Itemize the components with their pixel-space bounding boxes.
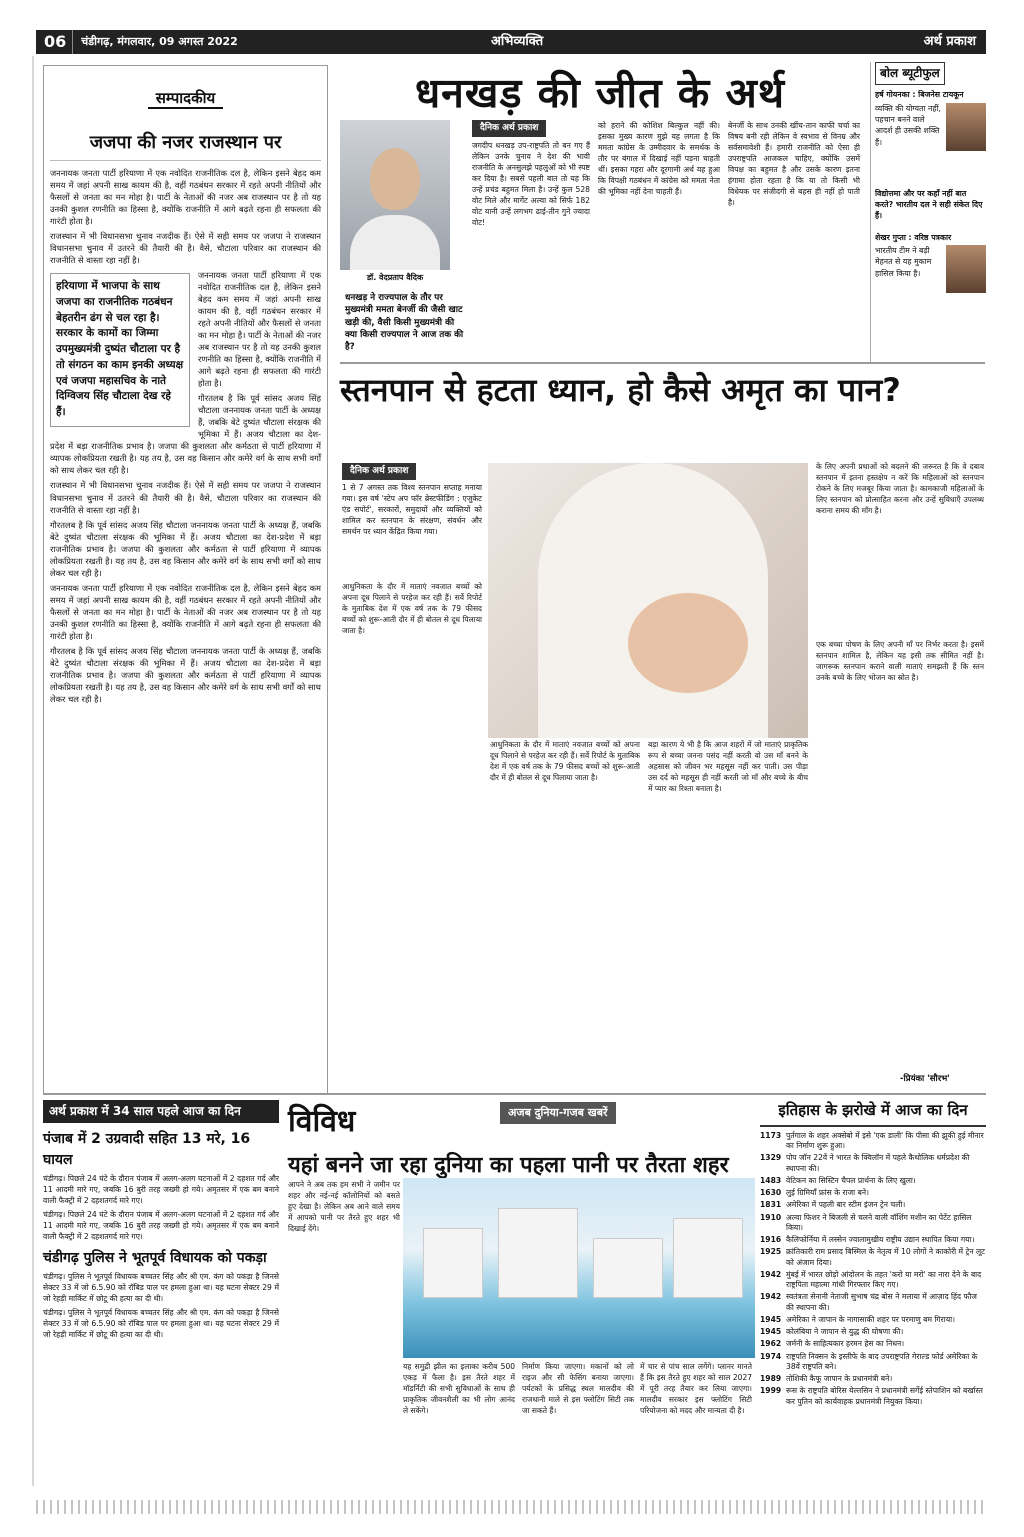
event-text: कैलिफोर्निया में लस्सेन ज्वालामुखीय राष्ट्रीय उद्यान स्थापित किया गया। xyxy=(786,1235,975,1244)
event-year: 1942 xyxy=(760,1269,782,1279)
misc-lead: आपने ने अब तक हम सभी ने जमीन पर शहर और नई-नई कॉलोनियों को बसते हुए देखा है। लेकिन अब आने वाले समय में आपको पानी पर तैरते हुए शहर भी दिखाई देंगे। xyxy=(288,1180,400,1233)
margin-rule xyxy=(32,56,34,1486)
page-header xyxy=(36,30,986,54)
history-event xyxy=(760,1200,986,1210)
history-event xyxy=(760,1327,986,1337)
article-column: आधुनिकता के दौर में माताएं नवजात बच्चों को अपना दूध पिलाने से परहेज कर रही हैं। सर्वे रिपोर्ट के मुताबिक देश में एक वर्ष तक के 79 फीसद बच्चों को शुरू-आती दौर में ही बोतल से दूध पिलाया जाता है। xyxy=(490,740,640,782)
history-event xyxy=(760,1235,986,1245)
history-event xyxy=(760,1153,986,1174)
event-year: 1831 xyxy=(760,1200,782,1210)
article-column: एक बच्चा पोषण के लिए अपनी माँ पर निर्भर करता है। इसमें स्तनपान शामिल है, लेकिन यह इसी तक सीमित नहीं है। जागरूक स्तनपान कराने वाली माताएं समझती हैं कि स्तन उनके बच्चे के लिए भोजन का स्रोत है। xyxy=(816,640,984,682)
article-column: बेनर्जी के साथ उनकी खींच-तान काफी चर्चा का विषय बनी रही लेकिन वे स्वभाव से विनम्र और सर्वसमावेशी हैं। हमारी राजनीति को ऐसा ही उपराष्ट्रपति आजकल चाहिए, क्योंकि उसमें विपक्ष का बहुमत है और उसके कारण इतना हंगामा होता रहता है कि या तो किसी भी विधेयक पर संजीदगी से बहस ही नहीं हो पाती है। xyxy=(728,121,860,207)
event-text: रूस के राष्ट्रपति बोरिस येल्तसिन ने प्रधानमंत्री सर्गेई स्तेपाशिन को बर्खास्त कर पुतिन को कार्यवाहक प्रधानमंत्री नियुक्त किया। xyxy=(786,1386,983,1406)
event-text: वेटिकन का सिस्टिन चैपल प्रार्थना के लिए खुला। xyxy=(786,1175,916,1185)
mother-baby-photo xyxy=(488,463,808,738)
event-year: 1945 xyxy=(760,1314,782,1324)
byline: -प्रियंका 'सौरभ' xyxy=(900,1074,950,1084)
editorial-para: गौरतलब है कि पूर्व सांसद अजय सिंह चौटाला जननायक जनता पार्टी के अध्यक्ष हैं, जबकि बेटे दुष्यंत चौटाला संरक्षक की भूमिका में हैं। अजय चौटाला का देश-प्रदेश में बड़ा राजनीतिक प्रभाव है। जजपा की कुशलता और कर्मठता से पार्टी हरियाणा में व्यापक लोकप्रियता रखती है। यह तय है, उस वह किसान और कमेरे वर्ग के साथ सभी वर्गों को साथ लेकर चल रही है। xyxy=(50,645,321,704)
quotes-box xyxy=(870,62,986,362)
editorial-para: राजस्थान में भी विधानसभा चुनाव नजदीक हैं। ऐसे में सही समय पर जजपा ने राजस्थान विधानसभा चुनाव में उतरने की तैयारी की है। वैसे, चौटाला परिवार का राजस्थान की राजनीति से वास्ता रहा नहीं है। xyxy=(50,480,321,515)
quote-speaker: हर्ष गोयनका : बिजनेस टायकून xyxy=(875,90,964,100)
main-headline: धनखड़ की जीत के अर्थ xyxy=(414,69,786,117)
event-text: पोप जॉन 22वें ने भारत के क्विलॉन में पहले कैथोलिक धर्मप्रदेश की स्थापना की। xyxy=(786,1153,970,1173)
event-year: 1329 xyxy=(760,1153,782,1163)
editorial-para: जननायक जनता पार्टी हरियाणा में एक नवोदित राजनीतिक दल है, लेकिन इसने बेहद कम समय में जहां अपनी साख कायम की है, वहीं गठबंधन सरकार में रहते अपनी नीतियों और फैसलों से जनता का मन मोहा है। पार्टी के नेताओं की नजर अब राजस्थान पर है तो यह उनकी कुशल रणनीति का हिस्सा है, क्योंकि राजनीति में आगे बढ़ते रहना ही सफलता की गारंटी होता है। xyxy=(50,582,321,641)
author-photo xyxy=(340,120,450,270)
editorial-para: जननायक जनता पार्टी हरियाणा में एक नवोदित राजनीतिक दल है, लेकिन इसने बेहद कम समय में जहां अपनी साख कायम की है, वहीं गठबंधन सरकार में रहते अपनी नीतियों और फैसलों से जनता का मन मोहा है। पार्टी के नेताओं की नजर अब राजस्थान पर है तो यह उनकी कुशल रणनीति का हिस्सा है, क्योंकि राजनीति में आगे बढ़ते रहना ही सफलता की गारंटी होता है। xyxy=(50,168,321,227)
article-column: को हराने की कोशिश बिल्कुल नहीं की। इसका मुख्य कारण मुझे यह लगता है कि ममता कांग्रेस के उम्मीदवार के समर्थक के तौर पर बंगाल में दिखाई नहीं पड़ना चाहती थीं। इसका गहरा और दूरगामी अर्थ यह हुआ कि विपक्षी गठबंधन में कांग्रेस को ममता नेता की भूमिका नहीं देना चाहती हैं। xyxy=(598,121,720,196)
author-caption: डॉ. वेदप्रताप वैदिक xyxy=(366,273,424,282)
archive-box xyxy=(43,1100,279,1343)
feed-headline: स्तनपान से हटता ध्यान, हो कैसे अमृत का पान? xyxy=(340,371,901,409)
editorial-pullquote: हरियाणा में भाजपा के साथ जजपा का राजनीतिक गठबंधन बेहतरीन ढंग से चल रहा है। सरकार के कामों का जिम्मा उपमुख्यमंत्री दुष्यंत चौटाला पर है तो संगठन का काम इनकी अध्यक्ष एवं जजपा महासचिव के नाते दिग्विजय सिंह चौटाला देख रहे हैं। xyxy=(50,273,190,427)
quote-text: विद्योत्तमा और पर कहाँ नहीं बात करते? भारतीय दल ने सही संकेत दिए हैं। xyxy=(875,188,983,221)
brand-name: अर्थ प्रकाश xyxy=(923,33,976,49)
event-text: क्रांतिकारी राम प्रसाद बिस्मिल के नेतृत्व में 10 लोगों ने काकोरी में ट्रेन लूट को अंजाम दिया। xyxy=(786,1247,985,1267)
editorial-title: जजपा की नजर राजस्थान पर xyxy=(50,130,321,161)
article-column xyxy=(472,120,590,228)
history-event xyxy=(760,1131,986,1152)
history-event xyxy=(760,1315,986,1325)
archive-text: चंडीगढ़। पुलिस ने भूतपूर्व विधायक बच्चतर सिंह और श्री एम. कंग को पकड़ा है जिनसे सेक्टर 33 में जो 6.5.90 को रॉबिड पाल पर हमला हुआ था। यह घटना सेक्टर 29 में जो रेहड़ी मार्किट में छोटू की हत्या का दी थी। xyxy=(43,1272,279,1304)
history-event xyxy=(760,1339,986,1349)
archive-text: चंडीगढ़। पिछले 24 घंटे के दौरान पंजाब में अलग-अलग घटनाओं में 2 दहशत गर्द और 11 आदमी मारे गए, जबकि 16 बुरी तरह जख्मी हो गये। अमृतसर में एक बम बनाने वाली फैक्ट्री में 2 दहशतगर्द मारे गए। xyxy=(43,1173,279,1205)
event-text: मुंबई में भारत छोड़ो आंदोलन के तहत 'करो या मरो' का नारा देने के बाद राष्ट्रपिता महात्मा गांधी गिरफ्तार किए गए। xyxy=(786,1269,982,1289)
article-column: में चार से पांच साल लगेंगे। प्लानर मानते हैं कि इस तैरते हुए शहर को साल 2027 में पूरी तरह तैयार कर लिया जाएगा। मालदीव सरकार इस फ्लोटिंग सिटी परियोजना को मदद और मान्यता दी है। xyxy=(640,1362,752,1415)
article-text: जगदीप धनखड़ उप-राष्ट्रपति तो बन गए हैं लेकिन उनके चुनाव ने देश की भावी राजनीति के अनसुलझे पहलुओं को भी स्पष्ट कर दिया है। सबसे पहली बात तो यह कि उन्हें प्रचंड बहुमत मिला है। उन्हें कुल 528 वोट मिले और मार्गेट अल्वा को सिर्फ 182 वोट यानी उन्हें लगभग ढाई-तीन गुने ज्यादा वोट! xyxy=(472,141,590,228)
event-text: कोलंबिया ने जापान से युद्ध की घोषणा की। xyxy=(786,1327,904,1336)
history-box xyxy=(760,1100,986,1409)
history-event xyxy=(760,1188,986,1198)
speaker-photo xyxy=(946,103,986,151)
article-column: बड़ा कारण ये भी है कि आज शहरों में जो माताएं प्राकृतिक रूप से बच्चा जनना पसंद नहीं करती वो उस माँ बनने के अहसास को जीवन भर महसूस नहीं कर पाती। उस पीड़ा उस दर्द को महसूस ही नहीं करती जो माँ और बच्चे के बीच में प्यार का रिश्ता बनाता है। xyxy=(648,740,808,793)
event-text: अल्वा फिशर ने बिजली से चलने वाली वॉशिंग मशीन का पेटेंट हासिल किया। xyxy=(786,1212,972,1232)
history-event xyxy=(760,1247,986,1268)
editorial-para: गौरतलब है कि पूर्व सांसद अजय सिंह चौटाला जननायक जनता पार्टी के अध्यक्ष हैं, जबकि बेटे दुष्यंत चौटाला संरक्षक की भूमिका में हैं। अजय चौटाला का देश-प्रदेश में बड़ा राजनीतिक प्रभाव है। जजपा की कुशलता और कर्मठता से पार्टी हरियाणा में व्यापक लोकप्रियता रखती है। यह तय है, उस वह किसान और कमेरे वर्ग के साथ सभी वर्गों को साथ लेकर चल रही है। xyxy=(50,519,321,578)
event-text: राष्ट्रपति निक्सन के इस्तीफे के बाद उपराष्ट्रपति गेराल्ड फोर्ड अमेरिका के 38वें राष्ट्रपति बने। xyxy=(786,1351,978,1371)
main-article xyxy=(340,120,860,360)
quotes-logo: बोल ब्यूटीफुल xyxy=(875,62,945,85)
history-event xyxy=(760,1374,986,1384)
section-name: अभिव्यक्ति xyxy=(491,33,544,49)
feed-right-column: के लिए अपनी प्रथाओं को बदलने की जरूरत है कि वे दबाव स्तनपान में इतना हस्तक्षेप न करें कि महिलाओं को स्तनपान रोकने के लिए मजबूर किया जाता है। कामकाजी महिलाओं के लिए स्तनपान को प्रोत्साहित करना और उन्हें सुविधाएँ उपलब्ध कराना समय की माँग है। xyxy=(816,462,984,515)
history-list xyxy=(760,1131,986,1407)
history-event xyxy=(760,1352,986,1373)
misc-tag: अजब दुनिया-गजब खबरें xyxy=(500,1102,616,1124)
event-year: 1989 xyxy=(760,1374,782,1383)
editorial-para: गौरतलब है कि पूर्व सांसद अजय सिंह चौटाला जननायक जनता पार्टी के अध्यक्ष हैं, जबकि बेटे दुष्यंत चौटाला संरक्षक की भूमिका में हैं। अजय चौटाला का देश-प्रदेश में बड़ा राजनीतिक प्रभाव है। जजपा की कुशलता और कर्मठता से पार्टी हरियाणा में व्यापक लोकप्रियता रखती है। यह तय है, उस वह किसान और कमेरे वर्ग के साथ सभी वर्गों को साथ लेकर चल रही है। xyxy=(50,393,321,476)
event-year: 1999 xyxy=(760,1386,782,1396)
article-column: आधुनिकता के दौर में माताएं नवजात बच्चों को अपना दूध पिलाने से परहेज कर रही हैं। सर्वे रिपोर्ट के मुताबिक देश में एक वर्ष तक के 79 फीसद बच्चों को शुरू-आती दौर में ही बोतल से दूध पिलाया जाता है। xyxy=(342,582,482,635)
event-year: 1916 xyxy=(760,1235,782,1244)
quote-text: भारतीय टीम ने बड़ी मेहनत से यह मुकाम हासिल किया है। xyxy=(875,246,932,278)
footer-strip xyxy=(36,1500,986,1514)
article-column: निर्माण किया जाएगा। मकानों को लो राइज और सी फेसिंग बनाया जाएगा। पर्यटकों के प्रसिद्ध स्थल मालदीव की राजधानी माले से इस फ्लोटिंग सिटी तक जा सकते हैं। xyxy=(522,1362,634,1415)
event-year: 1925 xyxy=(760,1247,782,1257)
article-sidequote: धनखड़ ने राज्यपाल के तौर पर मुख्यमंत्री ममता बेनर्जी की जैसी खाट खड़ी की, वैसी किसी मुख्यमंत्री की क्या किसी राज्यपाल ने आज तक की है? xyxy=(345,293,464,353)
event-year: 1945 xyxy=(760,1327,782,1336)
history-event xyxy=(760,1213,986,1234)
source-tag: दैनिक अर्थ प्रकाश xyxy=(472,120,546,137)
divider xyxy=(340,362,985,364)
source-tag: दैनिक अर्थ प्रकाश xyxy=(342,463,416,480)
archive-text: चंडीगढ़। पुलिस ने भूतपूर्व विधायक बच्चतर सिंह और श्री एम. कंग को पकड़ा है जिनसे सेक्टर 33 में जो 6.5.90 को रॉबिड पाल पर हमला हुआ था। यह घटना सेक्टर 29 में जो रेहड़ी मार्किट में छोटू की हत्या का दी थी। xyxy=(43,1308,279,1340)
editorial-column xyxy=(43,65,328,1095)
page-number: 06 xyxy=(44,30,73,53)
event-year: 1483 xyxy=(760,1175,782,1185)
event-text: लुई ग्रिमियाँ फ्रांस के राजा बने। xyxy=(786,1188,869,1197)
history-event xyxy=(760,1270,986,1291)
event-text: तोशिकी कैफू जापान के प्रधानमंत्री बने। xyxy=(786,1374,893,1383)
event-text: जर्मनी के साहित्यकार हरमन हेस का निधन। xyxy=(786,1339,905,1349)
divider xyxy=(43,1093,986,1095)
speaker-photo xyxy=(946,245,986,293)
archive-title: पंजाब में 2 उग्रवादी सहित 13 मरे, 16 घायल xyxy=(43,1131,251,1168)
event-year: 1630 xyxy=(760,1188,782,1197)
feed-lead: 1 से 7 अगस्त तक विश्व स्तनपान सप्ताह मनाया गया। इस वर्ष 'स्टेप अप फॉर ब्रेस्टफीडिंग : एजुकेट एंड सपोर्ट', सरकारों, समुदायों और व्यक्तियों को शामिल कर स्तनपान के संरक्षण, संवर्धन और समर्थन पर ध्यान केंद्रित किया गया। xyxy=(342,483,482,536)
event-year: 1974 xyxy=(760,1351,782,1361)
quote-text: व्यक्ति की योग्यता नहीं, पहचान बनने वाले आदर्श ही उसकी शक्ति हैं। xyxy=(875,103,941,147)
history-title: इतिहास के झरोखे में आज का दिन xyxy=(760,1100,986,1127)
history-event xyxy=(760,1292,986,1313)
event-year: 1910 xyxy=(760,1212,782,1222)
quote-speaker: शेखर गुप्ता : वरिष्ठ पत्रकार xyxy=(875,232,952,242)
editorial-para: जननायक जनता पार्टी हरियाणा में एक नवोदित राजनीतिक दल है, लेकिन इसने बेहद कम समय में जहां अपनी साख कायम की है, वहीं गठबंधन सरकार में रहते अपनी नीतियों और फैसलों से जनता का मन मोहा है। पार्टी के नेताओं की नजर अब राजस्थान पर है तो यह उनकी कुशल रणनीति का हिस्सा है, क्योंकि राजनीति में आगे बढ़ते रहना ही सफलता की गारंटी होता है। xyxy=(198,270,321,389)
history-event xyxy=(760,1176,986,1186)
editorial-logo: सम्पादकीय xyxy=(50,70,321,122)
event-text: अमेरिका में पहली बार स्टीम इंजन ट्रेन चली। xyxy=(786,1200,906,1210)
misc-headline: यहां बनने जा रहा दुनिया का पहला पानी पर तैरता शहर xyxy=(288,1153,729,1178)
floating-city-image xyxy=(403,1178,755,1358)
event-year: 1173 xyxy=(760,1130,782,1140)
misc-title: विविध xyxy=(288,1104,356,1139)
history-event xyxy=(760,1386,986,1407)
event-text: अमेरिका ने जापान के नागासाकी शहर पर परमाणु बम गिराया। xyxy=(786,1314,955,1324)
article-column: यह समुद्री झील का इलाका करीब 500 एकड़ में फैला है। इस तैरते शहर में मॉडर्निटी की सभी सुविधाओं के साथ ही प्राकृतिक जीवनशैली का भी लोग आनंद ले सकेंगे। xyxy=(403,1362,515,1415)
archive-title: चंडीगढ़ पुलिस ने भूतपूर्व विधायक को पकड़ा xyxy=(43,1249,267,1266)
event-year: 1942 xyxy=(760,1292,782,1302)
event-text: स्वतंत्रता सेनानी नेताजी सुभाष चंद्र बोस ने मलाया में आज़ाद हिंद फौज की स्थापना की। xyxy=(786,1292,977,1312)
dateline: चंडीगढ़, मंगलवार, 09 अगस्त 2022 xyxy=(81,35,238,49)
archive-header: अर्थ प्रकाश में 34 साल पहले आज का दिन xyxy=(43,1100,279,1123)
editorial-para: राजस्थान में भी विधानसभा चुनाव नजदीक हैं। ऐसे में सही समय पर जजपा ने राजस्थान विधानसभा चुनाव में उतरने की तैयारी की है। वैसे, चौटाला परिवार का राजस्थान की राजनीति से वास्ता रहा नहीं है। xyxy=(50,231,321,266)
archive-text: चंडीगढ़। पिछले 24 घंटे के दौरान पंजाब में अलग-अलग घटनाओं में 2 दहशत गर्द और 11 आदमी मारे गए, जबकि 16 बुरी तरह जख्मी हो गये। अमृतसर में एक बम बनाने वाली फैक्ट्री में 2 दहशतगर्द मारे गए। xyxy=(43,1209,279,1241)
event-year: 1962 xyxy=(760,1339,782,1349)
event-text: पुर्तगाल के शहर अक्सेबो में इसे 'एक डाली' कि पीसा की झुकी हुई मीनार का निर्माण शुरू हुआ। xyxy=(786,1130,984,1150)
